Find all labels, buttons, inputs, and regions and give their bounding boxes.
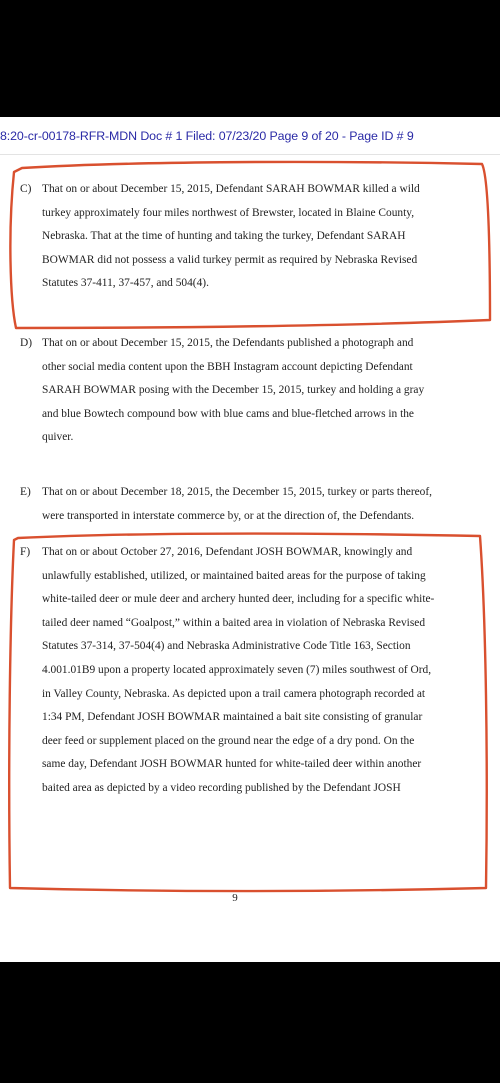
paragraph-line: SARAH BOWMAR posing with the December 15, 2015, turkey and holding a gray xyxy=(42,384,425,397)
paragraph-line: Statutes 37-411, 37-457, and 504(4). xyxy=(42,277,209,290)
ecf-header: 8:20-cr-00178-RFR-MDN Doc # 1 Filed: 07/23/20 Page 9 of 20 - Page ID # 9 xyxy=(0,129,414,143)
paragraph-line: BOWMAR did not possess a valid turkey permit as required by Nebraska Revised xyxy=(42,253,418,266)
line-text: That on or about December 15, 2015, Defendant SARAH BOWMAR killed a wild xyxy=(42,183,420,195)
paragraph-label: F) xyxy=(20,546,31,558)
paragraph-line: turkey approximately four miles northwest of Brewster, located in Blaine County, xyxy=(42,206,415,219)
paragraph-line: Nebraska. That at the time of hunting and taking the turkey, Defendant SARAH xyxy=(42,230,406,243)
paragraph-line xyxy=(20,481,485,505)
paragraph-c xyxy=(20,178,485,296)
paragraph-line: quiver. xyxy=(42,431,74,444)
paragraph-line: tailed deer named “Goalpost,” within a baited area in violation of Nebraska Revised xyxy=(42,616,426,629)
line-text: That on or about December 15, 2015, the Defendants published a photograph and xyxy=(42,337,414,349)
paragraph-d xyxy=(20,332,485,450)
paragraph-label: D) xyxy=(20,337,33,349)
paragraph-line: white-tailed deer or mule deer and archery hunted deer, including for a specific white- xyxy=(42,593,435,606)
paragraph-line: same day, Defendant JOSH BOWMAR hunted for white-tailed deer within another xyxy=(42,758,422,771)
page-number: 9 xyxy=(232,892,238,904)
paragraph-e xyxy=(20,481,485,528)
paragraph-line: 1:34 PM, Defendant JOSH BOWMAR maintained a bait site consisting of granular xyxy=(42,711,423,724)
paragraph-label: E) xyxy=(20,486,31,498)
paragraph-line: Statutes 37-314, 37-504(4) and Nebraska Administrative Code Title 163, Section xyxy=(42,640,411,653)
header-divider xyxy=(0,154,500,155)
line-text: That on or about October 27, 2016, Defendant JOSH BOWMAR, knowingly and xyxy=(42,546,413,558)
paragraph-line: were transported in interstate commerce by, or at the direction of, the Defendants. xyxy=(42,509,415,522)
paragraph-line xyxy=(20,332,485,356)
paragraph-line: deer feed or supplement placed on the ground near the edge of a dry pond. On the xyxy=(42,734,415,747)
paragraph-line: and blue Bowtech compound bow with blue cams and blue-fletched arrows in the xyxy=(42,407,414,420)
paragraph-f xyxy=(20,541,485,801)
paragraph-line: 4.001.01B9 upon a property located approximately seven (7) miles southwest of Ord, xyxy=(42,663,432,676)
paragraph-line: baited area as depicted by a video recording published by the Defendant JOSH xyxy=(42,781,401,794)
paragraph-line: other social media content upon the BBH Instagram account depicting Defendant xyxy=(42,360,413,373)
paragraph-line: in Valley County, Nebraska. As depicted upon a trail camera photograph recorded at xyxy=(42,687,426,700)
document-page xyxy=(0,117,500,962)
paragraph-line: unlawfully established, utilized, or maintained baited areas for the purpose of taking xyxy=(42,569,426,582)
paragraph-line xyxy=(20,541,485,565)
paragraph-line xyxy=(20,178,485,202)
paragraph-label: C) xyxy=(20,183,32,195)
line-text: That on or about December 18, 2015, the December 15, 2015, turkey or parts thereof, xyxy=(42,486,433,498)
